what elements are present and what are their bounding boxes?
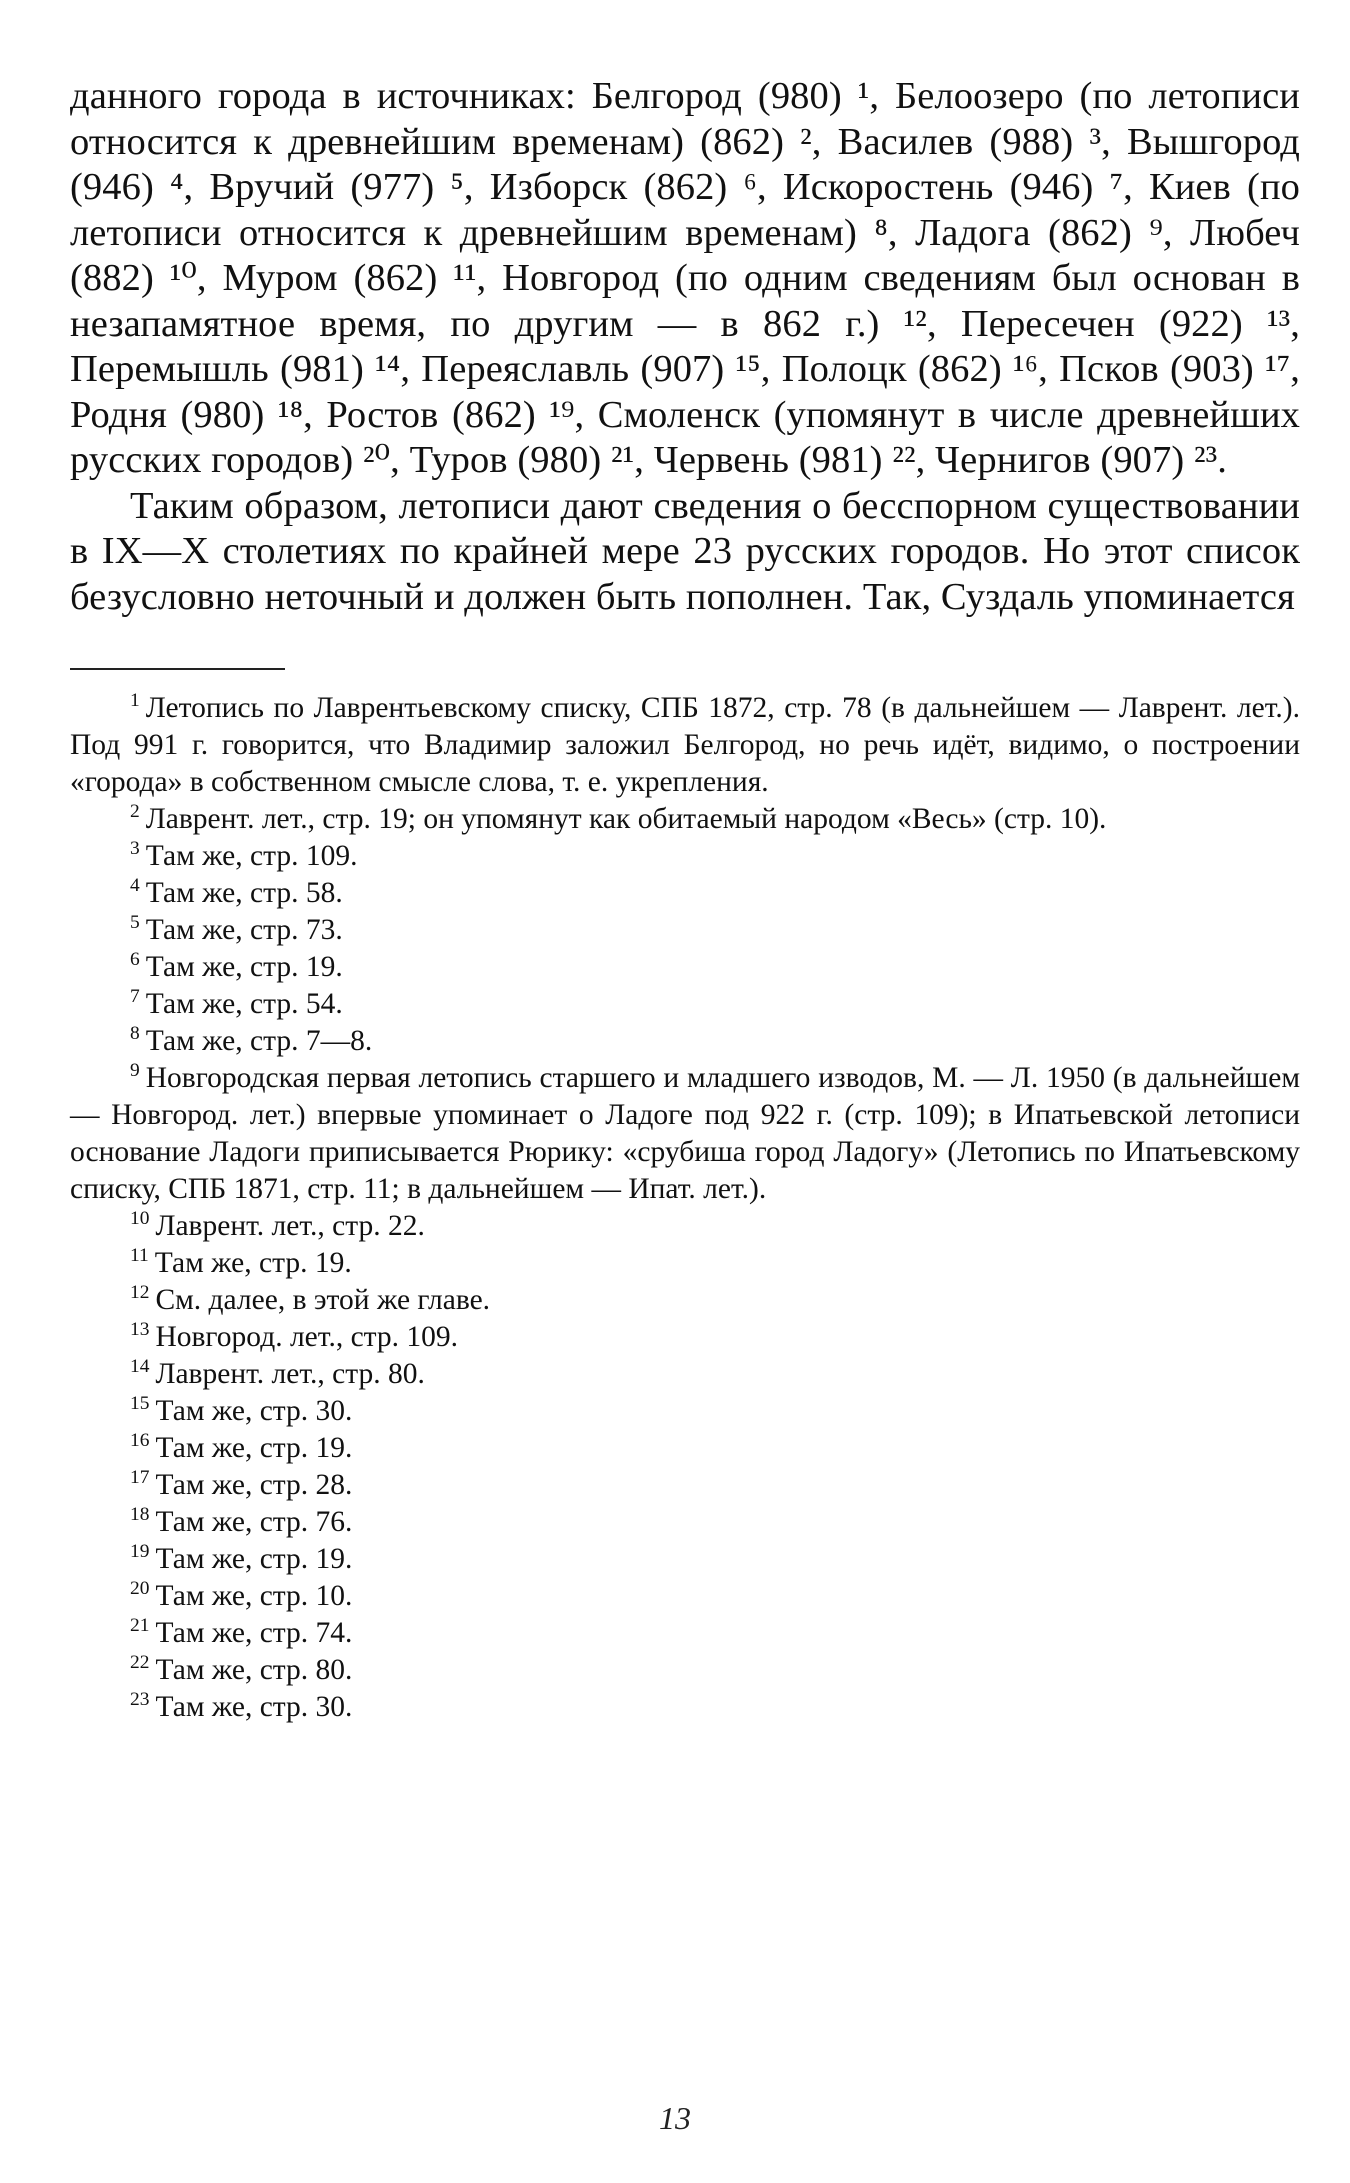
footnote-separator — [70, 668, 285, 670]
footnote — [70, 1023, 1300, 1060]
footnote-text: Там же, стр. 19. — [145, 951, 343, 983]
footnote — [70, 949, 1300, 986]
footnote — [70, 801, 1300, 838]
footnote — [70, 1356, 1300, 1393]
footnote-number: 17 — [130, 1467, 150, 1489]
footnote-number: 20 — [130, 1578, 150, 1600]
footnote-text: Лаврент. лет., стр. 22. — [155, 1210, 425, 1242]
footnote-text: Там же, стр. 28. — [155, 1469, 353, 1501]
footnote — [70, 1319, 1300, 1356]
footnote-number: 23 — [130, 1689, 150, 1711]
footnote — [70, 875, 1300, 912]
main-text — [70, 74, 1300, 620]
footnote-text: Там же, стр. 19. — [155, 1543, 353, 1575]
footnote-number: 18 — [130, 1504, 150, 1526]
footnote — [70, 1245, 1300, 1282]
document-page — [70, 74, 1300, 1726]
paragraph-conclusion: Таким образом, летописи дают сведения о бесспорном существовании в IX—X столетиях по крайней мере 23 русских городов. Но этот список безусловно неточный и должен быть пополнен. Так, Суздаль упоминается — [70, 484, 1300, 618]
footnote-number: 6 — [130, 949, 140, 971]
footnote-number: 4 — [130, 875, 140, 897]
footnote — [70, 1282, 1300, 1319]
footnote-number: 2 — [130, 801, 140, 823]
footnote — [70, 1541, 1300, 1578]
footnote-number: 10 — [130, 1208, 150, 1230]
footnote — [70, 1615, 1300, 1652]
footnote — [70, 1652, 1300, 1689]
footnote-number: 3 — [130, 838, 140, 860]
footnote-text: Там же, стр. 109. — [145, 840, 358, 872]
footnote — [70, 1393, 1300, 1430]
footnote — [70, 1060, 1300, 1208]
footnote-text: См. далее, в этой же главе. — [155, 1284, 491, 1316]
footnote-text: Там же, стр. 54. — [145, 988, 343, 1020]
footnote — [70, 838, 1300, 875]
footnote — [70, 1578, 1300, 1615]
footnote-number: 15 — [130, 1393, 150, 1415]
footnote-number: 16 — [130, 1430, 150, 1452]
footnote — [70, 1208, 1300, 1245]
footnote-text: Летопись по Лаврентьевскому списку, СПБ 1872, стр. 78 (в дальнейшем — Лаврент. лет.). Под 991 г. говорится, что Владимир заложил Белгород, но речь идёт, видимо, о построении «города» в собственном смысле слова, т. е. укрепления. — [70, 692, 1300, 798]
footnote-text: Там же, стр. 74. — [155, 1617, 353, 1649]
footnote-number: 14 — [130, 1356, 150, 1378]
footnote-number: 13 — [130, 1319, 150, 1341]
footnotes — [70, 690, 1300, 1726]
footnote-number: 1 — [130, 690, 140, 712]
footnote-number: 21 — [130, 1615, 150, 1637]
footnote-number: 5 — [130, 912, 140, 934]
footnote-text: Лаврент. лет., стр. 19; он упомянут как обитаемый народом «Весь» (стр. 10). — [145, 803, 1107, 835]
footnote-number: 19 — [130, 1541, 150, 1563]
footnote-text: Лаврент. лет., стр. 80. — [155, 1358, 425, 1390]
footnote-number: 9 — [130, 1060, 140, 1082]
footnote — [70, 690, 1300, 801]
footnote-text: Там же, стр. 73. — [145, 914, 343, 946]
footnote — [70, 1504, 1300, 1541]
footnote-text: Там же, стр. 30. — [155, 1395, 353, 1427]
page-number: 13 — [659, 2100, 691, 2136]
footnote-text: Там же, стр. 30. — [155, 1691, 353, 1723]
footnote — [70, 1467, 1300, 1504]
paragraph-cities-list: данного города в источниках: Белгород (980) ¹, Белоозеро (по летописи относится к древнейшим временам) (862) ², Василев (988) ³, Вышгород (946) ⁴, Вручий (977) ⁵, Изборск (862) ⁶, Искоростень (946) ⁷, Киев (по летописи относится к древнейшим временам) ⁸, Ладога (862) ⁹, Любеч (882) ¹⁰, Муром (862) ¹¹, Новгород (по одним сведениям был основан в незапамятное время, по другим — в 862 г.) ¹², Пересечен (922) ¹³, Перемышль (981) ¹⁴, Переяславль (907) ¹⁵, Полоцк (862) ¹⁶, Псков (903) ¹⁷, Родня (980) ¹⁸, Ростов (862) ¹⁹, Смоленск (упомянут в числе древнейших русских городов) ²⁰, Туров (980) ²¹, Червень (981) ²², Чернигов (907) ²³. — [70, 75, 1300, 481]
footnote-text: Там же, стр. 10. — [155, 1580, 353, 1612]
footnote-text: Там же, стр. 80. — [155, 1654, 353, 1686]
footnote-text: Новгородская первая летопись старшего и младшего изводов, М. — Л. 1950 (в дальнейшем — Новгород. лет.) впервые упоминает о Ладоге под 922 г. (стр. 109); в Ипатьевской летописи основание Ладоги приписывается Рюрику: «срубиша город Ладогу» (Летопись по Ипатьевскому списку, СПБ 1871, стр. 11; в дальнейшем — Ипат. лет.). — [70, 1062, 1300, 1205]
footnote-text: Там же, стр. 19. — [155, 1432, 353, 1464]
footnote-text: Там же, стр. 7—8. — [145, 1025, 373, 1057]
footnote-number: 12 — [130, 1282, 150, 1304]
footnote-number: 7 — [130, 986, 140, 1008]
footnote — [70, 1430, 1300, 1467]
footnote-text: Там же, стр. 19. — [154, 1247, 352, 1279]
footnote-number: 11 — [130, 1245, 149, 1267]
footnote-text: Там же, стр. 76. — [155, 1506, 353, 1538]
footnote-number: 8 — [130, 1023, 140, 1045]
footnote-number: 22 — [130, 1652, 150, 1674]
footnote-text: Там же, стр. 58. — [145, 877, 343, 909]
footnote — [70, 1689, 1300, 1726]
footnote-text: Новгород. лет., стр. 109. — [155, 1321, 459, 1353]
footnote — [70, 912, 1300, 949]
footnote — [70, 986, 1300, 1023]
